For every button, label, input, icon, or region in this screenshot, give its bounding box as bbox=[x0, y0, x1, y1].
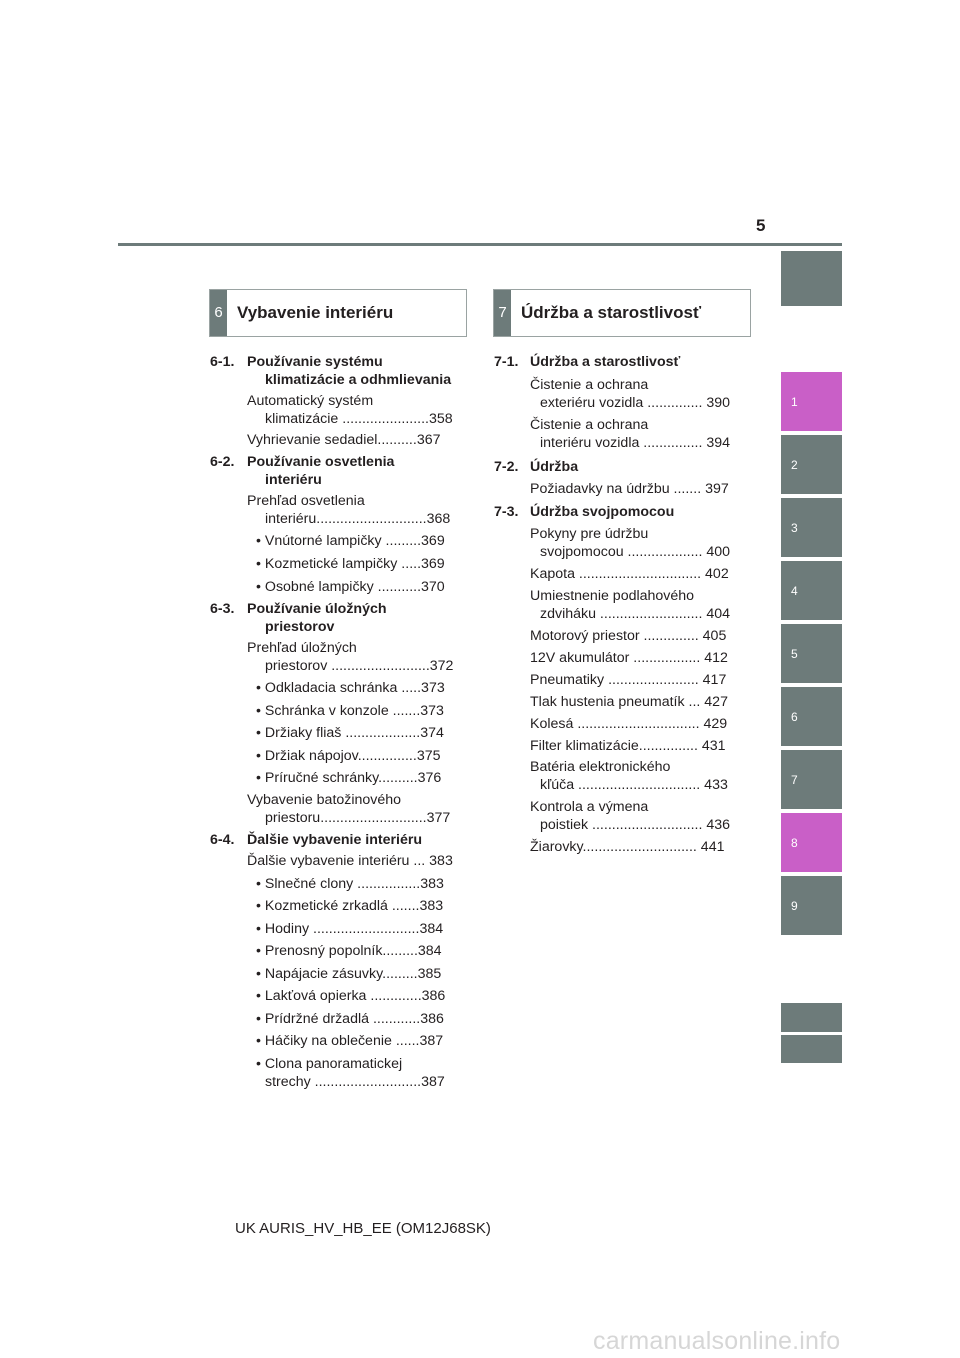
toc-entry[interactable]: • Osobné lampičky ...........370 bbox=[256, 579, 445, 595]
toc-entry[interactable]: Prehľad úložných bbox=[247, 640, 357, 656]
header-rule bbox=[118, 243, 842, 246]
toc-entry[interactable]: Automatický systém bbox=[247, 393, 374, 409]
toc-heading[interactable]: Používanie systému bbox=[247, 354, 383, 370]
toc-label: 6-4. bbox=[210, 832, 235, 848]
section-6-number: 6 bbox=[210, 290, 227, 336]
toc-entry[interactable]: Tlak hustenia pneumatík ... 427 bbox=[530, 694, 728, 710]
toc-entry[interactable]: • Clona panoramatickej bbox=[256, 1056, 403, 1072]
toc-entry[interactable]: • Hodiny ...........................384 bbox=[256, 921, 444, 937]
section-7-header bbox=[493, 289, 751, 337]
toc-entry[interactable]: Kontrola a výmena bbox=[530, 799, 649, 815]
toc-entry[interactable]: Vyhrievanie sedadiel..........367 bbox=[247, 432, 441, 448]
toc-entry[interactable]: Pokyny pre údržbu bbox=[530, 526, 649, 542]
toc-label: 7-3. bbox=[494, 504, 519, 520]
section-7-title: Údržba a starostlivosť bbox=[521, 303, 702, 322]
toc-entry[interactable]: priestoru...........................377 bbox=[265, 810, 451, 826]
side-tab-blank-top[interactable] bbox=[781, 251, 842, 306]
toc-entry[interactable]: interiéru vozidla ............... 394 bbox=[540, 435, 731, 451]
toc-heading[interactable]: priestorov bbox=[265, 619, 335, 635]
toc-heading[interactable]: klimatizácie a odhmlievania bbox=[265, 372, 452, 388]
toc-entry[interactable]: Kolesá ............................... 429 bbox=[530, 716, 728, 732]
toc-entry[interactable]: svojpomocou ................... 400 bbox=[540, 544, 731, 560]
toc-entry[interactable]: • Príručné schránky..........376 bbox=[256, 770, 442, 786]
side-tab-8[interactable]: 8 bbox=[781, 813, 842, 872]
side-tab-4[interactable]: 4 bbox=[781, 561, 842, 620]
toc-entry[interactable]: Požiadavky na údržbu ....... 397 bbox=[530, 481, 729, 497]
toc-entry[interactable]: • Lakťová opierka .............386 bbox=[256, 988, 446, 1004]
toc-entry[interactable]: 12V akumulátor ................. 412 bbox=[530, 650, 728, 666]
toc-label: 6-2. bbox=[210, 454, 235, 470]
toc-entry[interactable]: • Kozmetické zrkadlá .......383 bbox=[256, 898, 444, 914]
toc-heading[interactable]: Používanie osvetlenia bbox=[247, 454, 395, 470]
side-tab-6[interactable]: 6 bbox=[781, 687, 842, 746]
toc-entry[interactable]: Filter klimatizácie............... 431 bbox=[530, 738, 726, 754]
toc-heading[interactable]: interiéru bbox=[265, 472, 322, 488]
toc-entry[interactable]: poistiek ............................ 436 bbox=[540, 817, 731, 833]
toc-label: 7-2. bbox=[494, 459, 519, 475]
toc-entry[interactable]: • Držiaky fliaš ...................374 bbox=[256, 725, 444, 741]
toc-entry[interactable]: priestorov .........................372 bbox=[265, 658, 454, 674]
document-footer: UK AURIS_HV_HB_EE (OM12J68SK) bbox=[235, 1220, 491, 1237]
toc-label: 7-1. bbox=[494, 354, 519, 370]
toc-entry[interactable]: • Slnečné clony ................383 bbox=[256, 876, 444, 892]
section-7-number: 7 bbox=[494, 290, 511, 336]
toc-entry[interactable]: Umiestnenie podlahového bbox=[530, 588, 695, 604]
toc-entry[interactable]: • Háčiky na oblečenie ......387 bbox=[256, 1033, 444, 1049]
toc-entry[interactable]: • Odkladacia schránka .....373 bbox=[256, 680, 445, 696]
watermark: carmanualsonline.info bbox=[593, 1327, 841, 1355]
toc-heading[interactable]: Ďalšie vybavenie interiéru bbox=[247, 832, 423, 848]
side-tab-blank-lower-2[interactable] bbox=[781, 1035, 842, 1063]
toc-entry[interactable]: • Prenosný popolník.........384 bbox=[256, 943, 442, 959]
side-tab-blank-lower-1[interactable] bbox=[781, 1003, 842, 1032]
toc-entry[interactable]: Kapota ............................... 402 bbox=[530, 566, 729, 582]
toc-entry[interactable]: Čistenie a ochrana bbox=[530, 377, 649, 393]
toc-entry[interactable]: • Vnútorné lampičky .........369 bbox=[256, 533, 445, 549]
toc-heading[interactable]: Údržba svojpomocou bbox=[530, 504, 675, 520]
side-tab-2[interactable]: 2 bbox=[781, 435, 842, 494]
toc-entry[interactable]: Prehľad osvetlenia bbox=[247, 493, 365, 509]
page-number: 5 bbox=[756, 216, 766, 235]
toc-entry[interactable]: strechy ...........................387 bbox=[265, 1074, 445, 1090]
toc-entry[interactable]: • Schránka v konzole .......373 bbox=[256, 703, 444, 719]
toc-entry[interactable]: zdviháku .......................... 404 bbox=[540, 606, 731, 622]
side-tab-9[interactable]: 9 bbox=[781, 876, 842, 935]
toc-entry[interactable]: Pneumatiky ....................... 417 bbox=[530, 672, 727, 688]
toc-entry[interactable]: exteriéru vozidla .............. 390 bbox=[540, 395, 731, 411]
toc-entry[interactable]: Ďalšie vybavenie interiéru ... 383 bbox=[247, 853, 453, 869]
section-6-header bbox=[209, 289, 467, 337]
toc-entry[interactable]: • Napájacie zásuvky.........385 bbox=[256, 966, 442, 982]
toc-entry[interactable]: Vybavenie batožinového bbox=[247, 792, 402, 808]
toc-entry[interactable]: Batéria elektronického bbox=[530, 759, 671, 775]
toc-entry[interactable]: Čistenie a ochrana bbox=[530, 417, 649, 433]
section-6-title: Vybavenie interiéru bbox=[237, 303, 394, 322]
toc-entry[interactable]: kľúča ............................... 433 bbox=[540, 777, 728, 793]
toc-entry[interactable]: • Prídržné držadlá ............386 bbox=[256, 1011, 444, 1027]
toc-entry[interactable]: Žiarovky............................. 441 bbox=[530, 839, 725, 855]
side-tab-3[interactable]: 3 bbox=[781, 498, 842, 557]
toc-heading[interactable]: Údržba bbox=[530, 459, 579, 475]
side-tab-7[interactable]: 7 bbox=[781, 750, 842, 809]
toc-entry[interactable]: • Držiak nápojov...............375 bbox=[256, 748, 441, 764]
toc-entry[interactable]: • Kozmetické lampičky .....369 bbox=[256, 556, 445, 572]
toc-label: 6-1. bbox=[210, 354, 235, 370]
side-tab-1[interactable]: 1 bbox=[781, 372, 842, 431]
toc-entry[interactable]: klimatizácie ......................358 bbox=[265, 411, 453, 427]
toc-heading[interactable]: Údržba a starostlivosť bbox=[530, 354, 681, 370]
toc-entry[interactable]: Motorový priestor .............. 405 bbox=[530, 628, 727, 644]
toc-entry[interactable]: interiéru............................368 bbox=[265, 511, 451, 527]
toc-label: 6-3. bbox=[210, 601, 235, 617]
toc-heading[interactable]: Používanie úložných bbox=[247, 601, 387, 617]
side-tab-5[interactable]: 5 bbox=[781, 624, 842, 683]
